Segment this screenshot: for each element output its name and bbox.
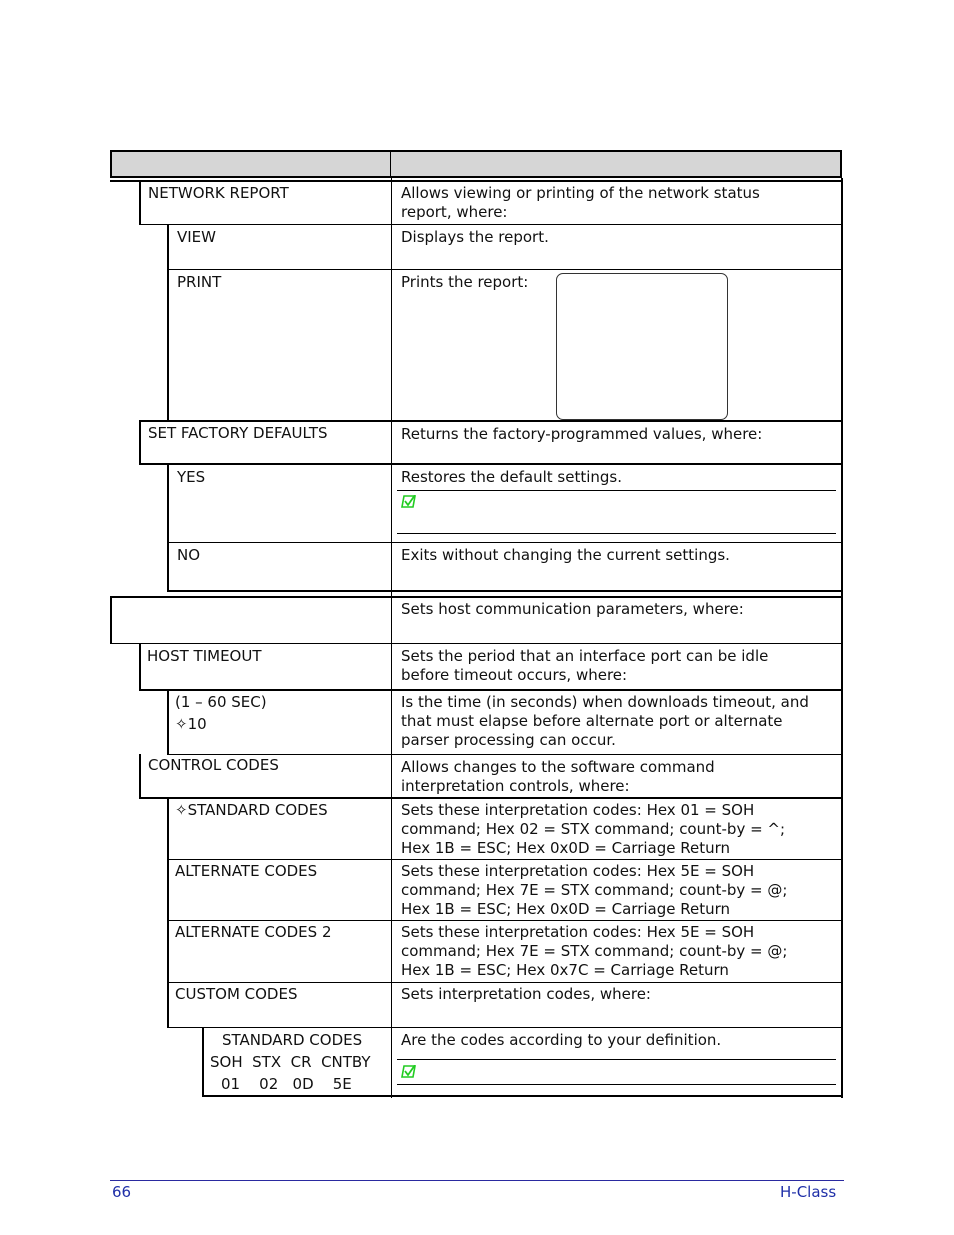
yes-label: YES [177,468,206,486]
alternate-codes-2-label: ALTERNATE CODES 2 [175,923,332,941]
footer-rule [110,1180,844,1181]
rule [140,689,843,691]
indent-line [139,420,141,465]
note-rule [397,533,836,534]
table-header [110,150,842,178]
alternate-codes-2-desc: command; Hex 7E = STX command; count-by = @; [401,942,788,960]
indent-line [167,689,169,755]
timeout-range-label: (1 – 60 SEC) [175,693,267,711]
rule [168,859,843,860]
rule [168,590,843,592]
check-box-icon [401,495,416,508]
note-rule [397,490,836,491]
alternate-codes-2-desc: Hex 1B = ESC; Hex 0x7C = Carriage Return [401,961,729,979]
host-timeout-desc: before timeout occurs, where: [401,666,628,684]
rule [140,420,843,422]
alternate-codes-label: ALTERNATE CODES [175,862,318,880]
indent-line [110,596,112,644]
custom-standard-label: STANDARD CODES [222,1031,363,1049]
indent-line [167,797,169,1028]
rule [140,797,843,799]
header-divider [390,150,391,178]
custom-codes-label: CUSTOM CODES [175,985,298,1003]
control-codes-desc: Allows changes to the software command [401,758,715,776]
custom-code-names: SOH STX CR CNTBY [210,1053,371,1071]
check-box-icon [401,1065,416,1078]
rule [168,269,843,270]
set-factory-defaults-label: SET FACTORY DEFAULTS [148,424,328,442]
view-desc: Displays the report. [401,228,549,246]
communications-desc: Sets host communication parameters, where: [401,600,744,618]
alternate-codes-desc: Sets these interpretation codes: Hex 5E = SOH [401,862,755,880]
host-timeout-desc: Sets the period that an interface port can be idle [401,647,769,665]
custom-codes-desc: Sets interpretation codes, where: [401,985,651,1003]
indent-line [167,463,169,592]
table-right-border [841,178,843,1098]
network-report-label: NETWORK REPORT [148,184,289,202]
set-factory-defaults-desc: Returns the factory-programmed values, where: [401,425,763,443]
timeout-range-desc: that must elapse before alternate port or alternate [401,712,783,730]
column-divider [391,178,392,1098]
print-desc: Prints the report: [401,273,529,291]
no-label: NO [177,546,201,564]
print-label: PRINT [177,273,222,291]
indent-line [139,180,141,225]
rule [168,1027,843,1028]
rule [110,596,843,598]
view-label: VIEW [177,228,216,246]
alternate-codes-desc: command; Hex 7E = STX command; count-by = @; [401,881,788,899]
timeout-range-desc: parser processing can occur. [401,731,616,749]
note-rule [397,1059,836,1060]
network-report-desc: report, where: [401,203,508,221]
standard-codes-desc: Sets these interpretation codes: Hex 01 = SOH [401,801,755,819]
indent-line [202,1027,204,1097]
header-rule [110,180,843,182]
rule [140,463,843,465]
yes-desc: Restores the default settings. [401,468,623,486]
note-rule [397,1084,836,1085]
rule [168,754,843,755]
standard-codes-desc: Hex 1B = ESC; Hex 0x0D = Carriage Return [401,839,731,857]
rule [110,643,843,644]
rule [168,982,843,983]
alternate-codes-desc: Hex 1B = ESC; Hex 0x0D = Carriage Return [401,900,731,918]
alternate-codes-2-desc: Sets these interpretation codes: Hex 5E = SOH [401,923,755,941]
rule [140,224,843,225]
no-desc: Exits without changing the current settings. [401,546,730,564]
indent-line [139,754,141,799]
report-sample-frame [556,273,728,420]
host-timeout-label: HOST TIMEOUT [147,647,262,665]
timeout-default-label: ✧10 [175,715,207,733]
network-report-desc: Allows viewing or printing of the network status [401,184,760,202]
timeout-range-desc: Is the time (in seconds) when downloads timeout, and [401,693,809,711]
rule [168,920,843,921]
standard-codes-label: ✧STANDARD CODES [175,801,328,819]
rule [202,1095,843,1097]
control-codes-label: CONTROL CODES [148,756,279,774]
custom-standard-desc: Are the codes according to your definition. [401,1031,722,1049]
control-codes-desc: interpretation controls, where: [401,777,630,795]
page-number: 66 [112,1183,132,1201]
rule [168,542,843,543]
standard-codes-desc: command; Hex 02 = STX command; count-by = ^; [401,820,786,838]
indent-line [167,224,169,422]
footer-product: H-Class [780,1183,837,1201]
indent-line [139,643,141,691]
custom-code-values: 01 02 0D 5E [221,1075,352,1093]
